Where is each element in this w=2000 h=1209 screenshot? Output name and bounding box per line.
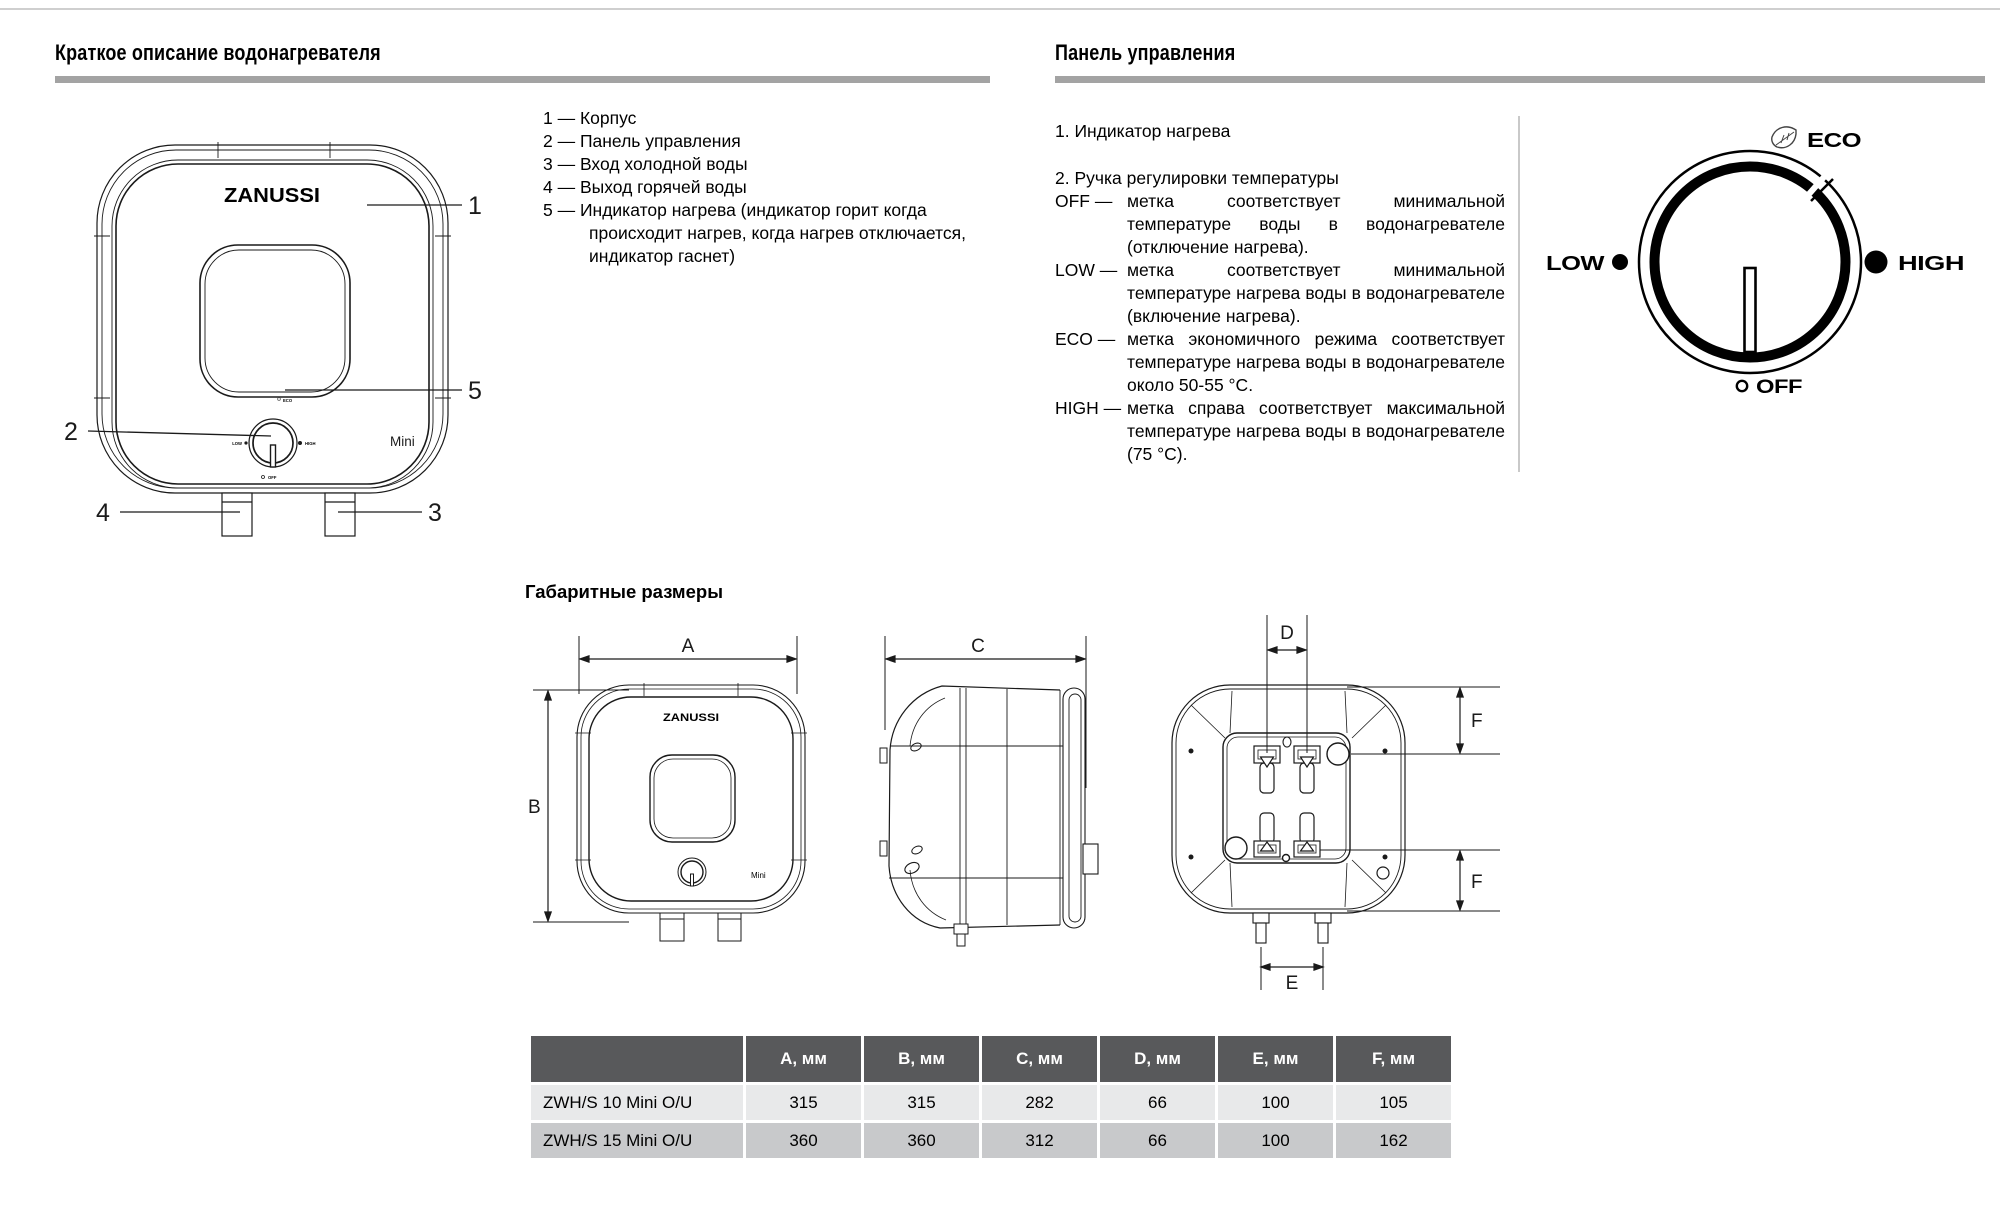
header-a: A, мм bbox=[746, 1036, 861, 1082]
section-title-description: Краткое описание водонагревателя bbox=[55, 40, 381, 65]
brand-logo: ZANUSSI bbox=[224, 185, 320, 207]
page-top-rule bbox=[0, 8, 2000, 10]
heater-panel-outline bbox=[200, 245, 350, 397]
front-pipes bbox=[660, 913, 741, 941]
dim-arrow-c bbox=[886, 656, 1085, 662]
dial-eco-label: ECO bbox=[1807, 130, 1861, 152]
section-title-control-panel: Панель управления bbox=[1055, 40, 1236, 65]
dim-label-a: A bbox=[681, 636, 695, 657]
model-label-small: Mini bbox=[751, 871, 766, 880]
cell-value: 315 bbox=[864, 1085, 979, 1120]
dim-arrow-f-bottom bbox=[1457, 851, 1463, 910]
cell-value: 66 bbox=[1100, 1123, 1215, 1158]
rear-hole-top-right bbox=[1327, 743, 1349, 765]
section-rule-right bbox=[1055, 76, 1985, 83]
model-label: Mini bbox=[390, 434, 415, 449]
mode-text: метка экономичного режима соответствует температуре нагрева воды в водонагревателе около 50-55 °C. bbox=[1127, 329, 1505, 395]
rear-small-hole bbox=[1377, 867, 1389, 879]
dial-high-label: HIGH bbox=[1898, 253, 1964, 275]
heater-knob bbox=[232, 398, 315, 480]
section-rule-left bbox=[55, 76, 990, 83]
dim-arrow-f-top bbox=[1457, 688, 1463, 753]
dial-low-label: LOW bbox=[1546, 253, 1605, 275]
rear-drain-hole bbox=[1283, 855, 1290, 862]
leaf-icon bbox=[1772, 127, 1796, 148]
dial-low-dot bbox=[1612, 254, 1628, 270]
side-body bbox=[880, 686, 1098, 946]
heater-pipes bbox=[222, 493, 355, 536]
header-b: B, мм bbox=[864, 1036, 979, 1082]
cell-value: 282 bbox=[982, 1085, 1097, 1120]
rear-top-hole bbox=[1283, 737, 1291, 747]
rear-body bbox=[1172, 685, 1405, 913]
dim-label-e: E bbox=[1285, 973, 1299, 994]
parts-legend bbox=[543, 107, 987, 268]
leaf-icon bbox=[278, 398, 281, 401]
callout-1: 1 bbox=[468, 192, 482, 220]
knob-eco-label: ECO bbox=[283, 398, 293, 403]
legend-item: 3 — Вход холодной воды bbox=[543, 154, 748, 174]
cell-value: 162 bbox=[1336, 1123, 1451, 1158]
legend-item: 4 — Выход горячей воды bbox=[543, 177, 747, 197]
header-model bbox=[531, 1036, 743, 1082]
header-e: E, мм bbox=[1218, 1036, 1333, 1082]
mode-eco bbox=[1055, 328, 1505, 397]
callout-5: 5 bbox=[468, 377, 482, 405]
cell-value: 360 bbox=[864, 1123, 979, 1158]
header-c: C, мм bbox=[982, 1036, 1097, 1082]
dim-arrow-d bbox=[1268, 647, 1306, 653]
heater-front-figure bbox=[50, 118, 530, 558]
header-f: F, мм bbox=[1336, 1036, 1451, 1082]
dim-label-f-bottom: F bbox=[1471, 872, 1483, 893]
vertical-divider bbox=[1518, 116, 1520, 472]
mode-text: метка справа соответствует максимальной температуре нагрева воды в водонагревателе (75 °C). bbox=[1127, 398, 1505, 464]
mounting-brackets-bottom bbox=[1254, 813, 1320, 857]
dial-off-dot bbox=[1737, 381, 1747, 391]
table-header-row bbox=[531, 1036, 1451, 1082]
mode-high bbox=[1055, 397, 1505, 466]
cell-value: 100 bbox=[1218, 1085, 1333, 1120]
cell-value: 66 bbox=[1100, 1085, 1215, 1120]
mode-off bbox=[1055, 190, 1505, 259]
callout-2: 2 bbox=[64, 418, 78, 446]
dimensions-title: Габаритные размеры bbox=[525, 581, 724, 602]
dim-label-b: B bbox=[528, 797, 541, 818]
legend-item: 2 — Панель управления bbox=[543, 131, 741, 151]
cell-value: 315 bbox=[746, 1085, 861, 1120]
legend-item: 1 — Корпус bbox=[543, 108, 637, 128]
callout-4: 4 bbox=[96, 499, 110, 527]
mode-label: HIGH — bbox=[1055, 398, 1122, 418]
header-d: D, мм bbox=[1100, 1036, 1215, 1082]
rear-hole-bottom-left bbox=[1225, 837, 1247, 859]
brand-logo-small: ZANUSSI bbox=[663, 712, 719, 724]
cp-item-indicator: 1. Индикатор нагрева bbox=[1055, 121, 1231, 141]
knob-off-label: OFF bbox=[268, 475, 277, 480]
dimensions-table bbox=[528, 1033, 1454, 1161]
cell-value: 312 bbox=[982, 1123, 1097, 1158]
cell-value: 100 bbox=[1218, 1123, 1333, 1158]
dim-label-f-top: F bbox=[1471, 711, 1483, 732]
cell-model: ZWH/S 15 Mini O/U bbox=[531, 1123, 743, 1158]
mode-text: метка соответствует минимальной температуре нагрева воды в водонагревателе (включение нагрева). bbox=[1127, 260, 1505, 326]
rear-screw-dots bbox=[1189, 749, 1388, 860]
cell-value: 360 bbox=[746, 1123, 861, 1158]
mounting-brackets-top bbox=[1254, 746, 1320, 793]
dim-arrow-e bbox=[1261, 964, 1323, 970]
mode-label: LOW — bbox=[1055, 260, 1118, 280]
mode-text: метка соответствует минимальной температуре воды в водонагревателе (отключение нагрева). bbox=[1127, 191, 1505, 257]
dim-label-d: D bbox=[1280, 623, 1294, 644]
knob-low-label: LOW bbox=[232, 441, 242, 446]
temperature-dial-figure bbox=[1540, 88, 1995, 413]
legend-item: 5 — Индикатор нагрева (индикатор горит когда происходит нагрев, когда нагрев отключается, индикатор гаснет) bbox=[543, 200, 966, 266]
knob-high-label: HIGH bbox=[305, 441, 316, 446]
control-panel-text bbox=[1055, 120, 1505, 466]
cell-value: 105 bbox=[1336, 1085, 1451, 1120]
dial-high-dot bbox=[1865, 251, 1888, 274]
dimension-rear-view bbox=[1155, 605, 1500, 1000]
dim-label-c: C bbox=[971, 636, 985, 657]
dial-off-label: OFF bbox=[1756, 377, 1802, 398]
cell-model: ZWH/S 10 Mini O/U bbox=[531, 1085, 743, 1120]
dimension-side-view bbox=[870, 628, 1120, 958]
cp-item-knob: 2. Ручка регулировки температуры bbox=[1055, 168, 1339, 188]
mode-low bbox=[1055, 259, 1505, 328]
dim-arrow-b bbox=[545, 691, 551, 921]
dimension-front-view bbox=[525, 628, 865, 958]
callout-3: 3 bbox=[428, 499, 442, 527]
mode-label: ECO — bbox=[1055, 329, 1116, 349]
table-row bbox=[531, 1085, 1451, 1120]
table-row bbox=[531, 1123, 1451, 1158]
dial-pointer-slot bbox=[1745, 268, 1756, 352]
rear-pipes bbox=[1253, 913, 1331, 943]
mode-label: OFF — bbox=[1055, 191, 1113, 211]
